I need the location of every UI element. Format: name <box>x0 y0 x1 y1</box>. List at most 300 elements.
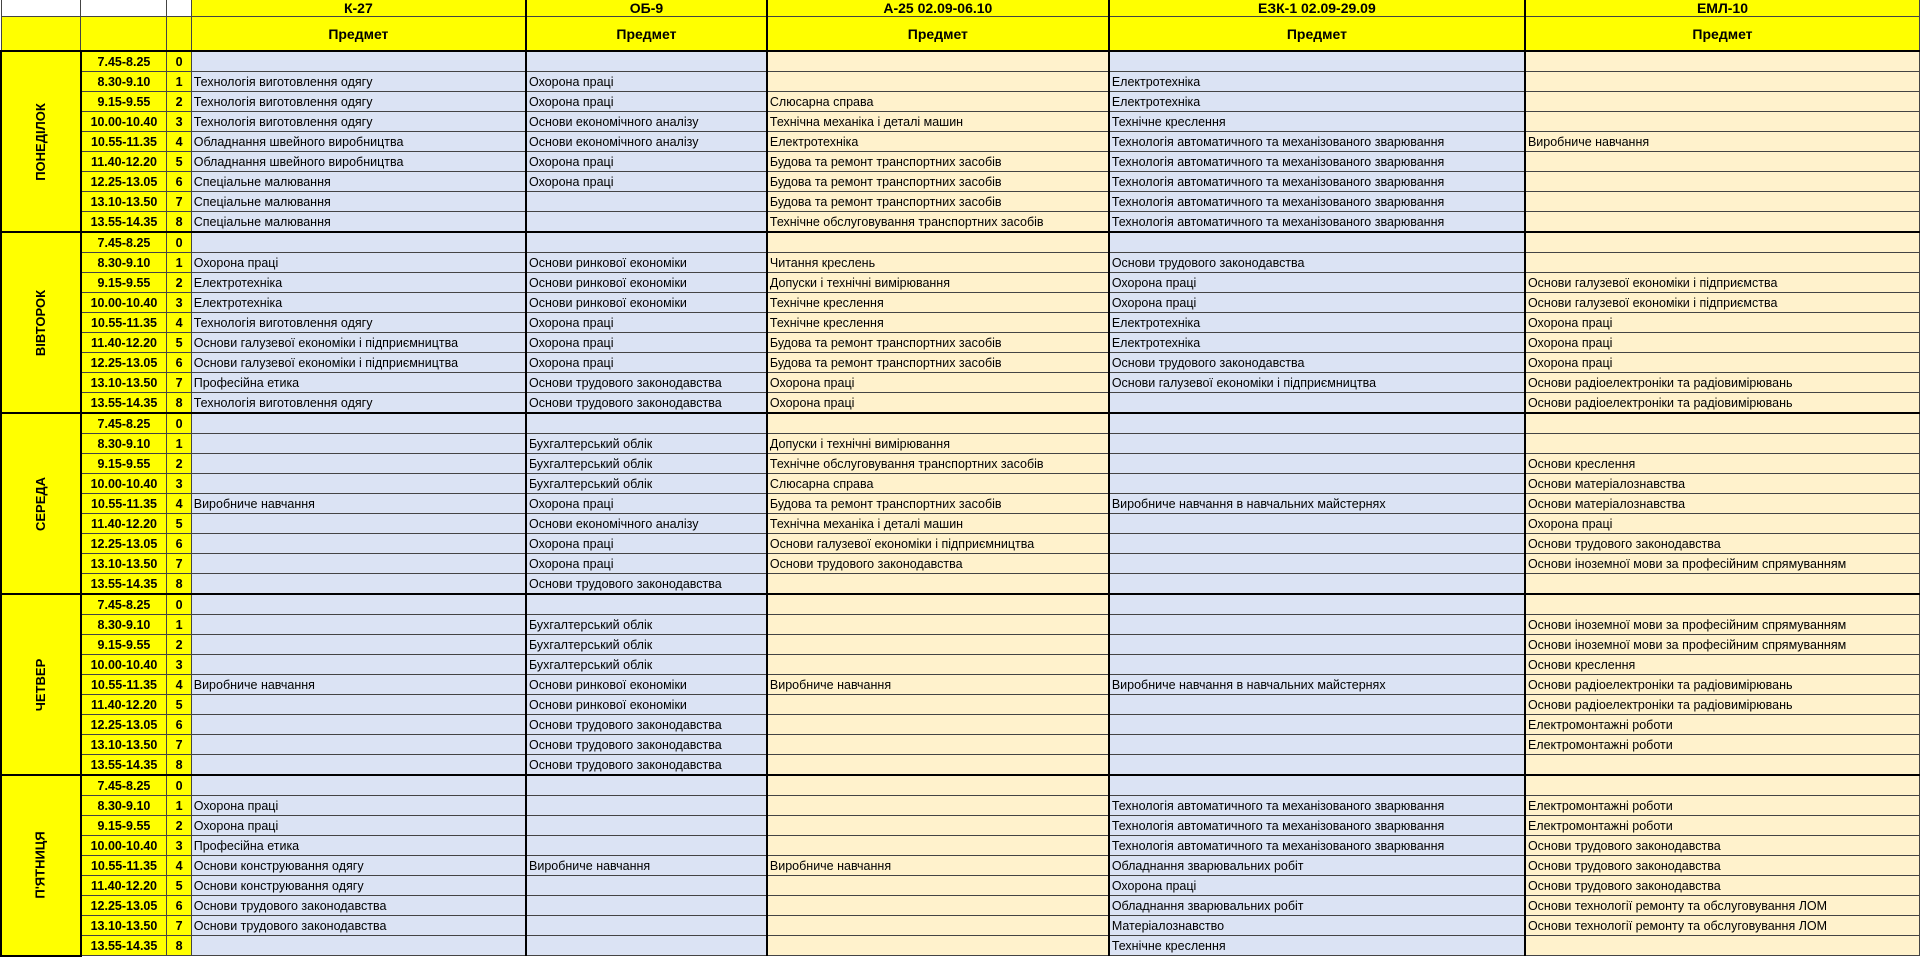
subject-cell: Бухгалтерський облік <box>526 655 767 675</box>
period-number: 6 <box>167 534 191 554</box>
subject-cell <box>191 655 526 675</box>
subject-cell: Основи галузевої економіки і підприємства <box>1525 293 1920 313</box>
table-row <box>1 876 1920 896</box>
period-time: 11.40-12.20 <box>81 695 167 715</box>
table-row <box>1 253 1920 273</box>
period-number: 5 <box>167 514 191 534</box>
subject-cell <box>767 574 1109 595</box>
subject-cell: Електротехніка <box>1109 313 1525 333</box>
subject-cell: Основи трудового законодавства <box>526 373 767 393</box>
subject-cell <box>1525 51 1920 72</box>
subject-cell: Електротехніка <box>1109 72 1525 92</box>
period-time: 10.00-10.40 <box>81 112 167 132</box>
table-row <box>1 333 1920 353</box>
subject-cell <box>1109 715 1525 735</box>
period-number: 0 <box>167 775 191 796</box>
subject-cell: Обладнання швейного виробництва <box>191 132 526 152</box>
subject-cell <box>526 192 767 212</box>
subject-cell: Виробниче навчання <box>767 675 1109 695</box>
period-number: 1 <box>167 796 191 816</box>
period-number: 8 <box>167 393 191 414</box>
subject-cell: Основи трудового законодавства <box>1525 856 1920 876</box>
period-number: 0 <box>167 413 191 434</box>
subject-cell: Спеціальне малювання <box>191 212 526 233</box>
table-row <box>1 534 1920 554</box>
subject-cell: Технологія автоматичного та механізованого зварювання <box>1109 132 1525 152</box>
subject-header: Предмет <box>191 17 526 52</box>
subject-cell <box>1109 454 1525 474</box>
subject-cell <box>1109 413 1525 434</box>
subject-cell: Основи трудового законодавства <box>526 393 767 414</box>
subject-cell: Основи трудового законодавства <box>526 574 767 595</box>
table-row <box>1 353 1920 373</box>
period-time: 13.10-13.50 <box>81 916 167 936</box>
group-header: ЕМЛ-10 <box>1525 0 1920 17</box>
period-number: 1 <box>167 615 191 635</box>
table-row <box>1 494 1920 514</box>
table-row <box>1 192 1920 212</box>
group-header: А-25 02.09-06.10 <box>767 0 1109 17</box>
period-number: 2 <box>167 816 191 836</box>
subject-cell: Слюсарна справа <box>767 474 1109 494</box>
subject-cell: Основи матеріалознавства <box>1525 474 1920 494</box>
subject-cell: Основи галузевої економіки і підприємництва <box>767 534 1109 554</box>
subject-cell <box>1525 594 1920 615</box>
group-header: К-27 <box>191 0 526 17</box>
table-row <box>1 293 1920 313</box>
subject-cell: Охорона праці <box>526 92 767 112</box>
period-number: 7 <box>167 735 191 755</box>
subject-cell <box>1525 232 1920 253</box>
period-time: 12.25-13.05 <box>81 353 167 373</box>
period-time: 10.00-10.40 <box>81 293 167 313</box>
subject-cell <box>767 836 1109 856</box>
day-label <box>1 232 81 413</box>
period-time: 13.10-13.50 <box>81 192 167 212</box>
subject-cell: Основи трудового законодавства <box>1525 534 1920 554</box>
subject-cell: Основи економічного аналізу <box>526 132 767 152</box>
subject-cell <box>526 816 767 836</box>
subject-cell <box>767 72 1109 92</box>
subject-cell <box>1109 735 1525 755</box>
subject-cell <box>526 796 767 816</box>
table-row <box>1 72 1920 92</box>
subject-cell <box>767 413 1109 434</box>
subject-cell <box>191 554 526 574</box>
subject-cell <box>767 594 1109 615</box>
group-header: ЕЗК-1 02.09-29.09 <box>1109 0 1525 17</box>
subject-cell: Читання креслень <box>767 253 1109 273</box>
subject-cell: Електромонтажні роботи <box>1525 735 1920 755</box>
subject-cell <box>1525 413 1920 434</box>
subject-cell <box>767 655 1109 675</box>
subject-cell <box>1109 554 1525 574</box>
subject-cell: Бухгалтерський облік <box>526 635 767 655</box>
period-time: 10.55-11.35 <box>81 675 167 695</box>
subject-cell: Охорона праці <box>526 313 767 333</box>
subject-cell <box>191 474 526 494</box>
day-label <box>1 775 81 956</box>
subject-cell: Охорона праці <box>1525 313 1920 333</box>
table-row <box>1 112 1920 132</box>
subject-cell <box>1109 534 1525 554</box>
subject-cell <box>1109 695 1525 715</box>
day-name: ВІВТОРОК <box>32 289 48 356</box>
subject-cell: Технічне креслення <box>767 293 1109 313</box>
subject-cell: Основи трудового законодавства <box>526 735 767 755</box>
corner-cell <box>167 0 191 17</box>
period-time: 13.55-14.35 <box>81 755 167 776</box>
period-number: 2 <box>167 273 191 293</box>
subject-cell: Спеціальне малювання <box>191 172 526 192</box>
period-time: 7.45-8.25 <box>81 51 167 72</box>
subject-cell <box>526 775 767 796</box>
subject-cell <box>767 755 1109 776</box>
subject-cell <box>191 454 526 474</box>
subject-cell <box>1525 92 1920 112</box>
subject-cell: Основи креслення <box>1525 655 1920 675</box>
subject-cell <box>526 413 767 434</box>
subject-cell <box>526 232 767 253</box>
subject-cell: Основи конструювання одягу <box>191 876 526 896</box>
subject-cell: Основи галузевої економіки і підприємства <box>1525 273 1920 293</box>
table-row <box>1 796 1920 816</box>
table-row <box>1 735 1920 755</box>
subject-cell <box>1109 755 1525 776</box>
subject-cell: Основи іноземної мови за професійним спрямуванням <box>1525 615 1920 635</box>
period-number: 7 <box>167 554 191 574</box>
period-number: 5 <box>167 876 191 896</box>
period-time: 10.55-11.35 <box>81 132 167 152</box>
subject-cell: Технічна механіка і деталі машин <box>767 112 1109 132</box>
subject-cell: Охорона праці <box>191 816 526 836</box>
period-number: 3 <box>167 655 191 675</box>
subject-cell: Основи трудового законодавства <box>1109 253 1525 273</box>
subject-cell: Охорона праці <box>1109 876 1525 896</box>
subject-cell <box>767 715 1109 735</box>
period-time: 9.15-9.55 <box>81 635 167 655</box>
subject-cell: Електромонтажні роботи <box>1525 816 1920 836</box>
subject-cell: Основи креслення <box>1525 454 1920 474</box>
subject-cell: Охорона праці <box>526 554 767 574</box>
period-number: 0 <box>167 594 191 615</box>
subject-cell: Охорона праці <box>1525 333 1920 353</box>
subject-cell: Технічне креслення <box>767 313 1109 333</box>
subject-cell: Охорона праці <box>526 353 767 373</box>
period-time: 11.40-12.20 <box>81 514 167 534</box>
period-time: 10.00-10.40 <box>81 836 167 856</box>
subject-cell <box>191 574 526 595</box>
subject-cell: Технологія виготовлення одягу <box>191 92 526 112</box>
day-label <box>1 51 81 232</box>
table-row <box>1 434 1920 454</box>
period-time: 10.55-11.35 <box>81 494 167 514</box>
period-time: 7.45-8.25 <box>81 775 167 796</box>
table-row <box>1 273 1920 293</box>
period-number: 5 <box>167 333 191 353</box>
subject-cell <box>191 534 526 554</box>
period-number: 3 <box>167 474 191 494</box>
subject-cell <box>1109 594 1525 615</box>
subject-cell: Електротехніка <box>1109 333 1525 353</box>
subject-cell <box>526 896 767 916</box>
subject-cell <box>1525 755 1920 776</box>
subject-cell <box>767 615 1109 635</box>
subject-cell: Технологія виготовлення одягу <box>191 393 526 414</box>
day-name: П'ЯТНИЦЯ <box>32 831 48 899</box>
table-row <box>1 816 1920 836</box>
subject-cell <box>191 755 526 776</box>
subject-cell <box>767 896 1109 916</box>
subject-cell <box>1109 574 1525 595</box>
corner-cell <box>167 17 191 52</box>
subject-cell: Основи ринкової економіки <box>526 253 767 273</box>
subject-cell: Технологія автоматичного та механізованого зварювання <box>1109 836 1525 856</box>
subject-cell: Будова та ремонт транспортних засобів <box>767 494 1109 514</box>
subject-cell: Основи трудового законодавства <box>1525 836 1920 856</box>
subject-cell: Виробниче навчання <box>191 494 526 514</box>
period-number: 8 <box>167 574 191 595</box>
period-number: 1 <box>167 72 191 92</box>
subject-cell: Електромонтажні роботи <box>1525 715 1920 735</box>
subject-cell: Технологія виготовлення одягу <box>191 112 526 132</box>
subject-cell: Виробниче навчання <box>767 856 1109 876</box>
subject-cell: Основи економічного аналізу <box>526 112 767 132</box>
period-number: 0 <box>167 51 191 72</box>
table-row <box>1 514 1920 534</box>
subject-cell <box>1525 212 1920 233</box>
subject-cell: Основи конструювання одягу <box>191 856 526 876</box>
subject-cell <box>1109 635 1525 655</box>
table-row <box>1 393 1920 414</box>
subject-cell <box>767 695 1109 715</box>
period-number: 1 <box>167 434 191 454</box>
subject-header: Предмет <box>767 17 1109 52</box>
period-time: 8.30-9.10 <box>81 253 167 273</box>
subject-cell <box>1109 434 1525 454</box>
subject-header: Предмет <box>1109 17 1525 52</box>
subject-cell <box>526 916 767 936</box>
subject-cell: Основи іноземної мови за професійним спрямуванням <box>1525 635 1920 655</box>
period-number: 5 <box>167 695 191 715</box>
period-time: 13.55-14.35 <box>81 936 167 956</box>
corner-cell <box>1 17 81 52</box>
subject-cell: Бухгалтерський облік <box>526 434 767 454</box>
subject-cell <box>191 635 526 655</box>
period-time: 7.45-8.25 <box>81 594 167 615</box>
table-row <box>1 172 1920 192</box>
subject-cell <box>767 635 1109 655</box>
subject-cell: Охорона праці <box>1525 514 1920 534</box>
subject-cell: Технологія автоматичного та механізованого зварювання <box>1109 212 1525 233</box>
period-time: 13.10-13.50 <box>81 373 167 393</box>
period-time: 11.40-12.20 <box>81 876 167 896</box>
period-time: 12.25-13.05 <box>81 172 167 192</box>
period-number: 6 <box>167 172 191 192</box>
subject-cell: Технологія автоматичного та механізованого зварювання <box>1109 796 1525 816</box>
subject-cell: Основи іноземної мови за професійним спрямуванням <box>1525 554 1920 574</box>
subject-cell: Основи трудового законодавства <box>526 755 767 776</box>
period-number: 4 <box>167 313 191 333</box>
subject-cell: Технологія автоматичного та механізованого зварювання <box>1109 816 1525 836</box>
subject-cell <box>191 735 526 755</box>
subject-cell <box>1109 615 1525 635</box>
table-row <box>1 695 1920 715</box>
period-time: 10.55-11.35 <box>81 313 167 333</box>
subject-cell: Основи трудового законодавства <box>767 554 1109 574</box>
subject-cell <box>191 413 526 434</box>
subject-cell: Електромонтажні роботи <box>1525 796 1920 816</box>
period-number: 2 <box>167 454 191 474</box>
period-time: 13.55-14.35 <box>81 212 167 233</box>
period-number: 7 <box>167 373 191 393</box>
period-number: 3 <box>167 293 191 313</box>
day-label <box>1 594 81 775</box>
subject-cell: Слюсарна справа <box>767 92 1109 112</box>
period-time: 12.25-13.05 <box>81 715 167 735</box>
subject-cell <box>191 514 526 534</box>
period-time: 13.55-14.35 <box>81 574 167 595</box>
period-time: 12.25-13.05 <box>81 534 167 554</box>
subject-cell <box>767 232 1109 253</box>
subject-cell <box>1109 51 1525 72</box>
subject-cell <box>191 715 526 735</box>
subject-cell <box>191 232 526 253</box>
period-number: 7 <box>167 192 191 212</box>
subject-cell: Охорона праці <box>526 72 767 92</box>
subject-cell: Бухгалтерський облік <box>526 454 767 474</box>
subject-cell <box>191 695 526 715</box>
subject-cell: Технологія автоматичного та механізованого зварювання <box>1109 172 1525 192</box>
subject-cell: Основи трудового законодавства <box>191 916 526 936</box>
period-number: 8 <box>167 212 191 233</box>
subject-cell <box>1525 152 1920 172</box>
subject-cell: Охорона праці <box>1109 273 1525 293</box>
subject-cell: Бухгалтерський облік <box>526 474 767 494</box>
table-row <box>1 615 1920 635</box>
subject-cell <box>767 916 1109 936</box>
subject-cell: Обладнання зварювальних робіт <box>1109 856 1525 876</box>
subject-cell <box>1525 775 1920 796</box>
table-row <box>1 232 1920 253</box>
subject-cell: Технологія виготовлення одягу <box>191 313 526 333</box>
period-time: 13.10-13.50 <box>81 554 167 574</box>
subject-cell: Технічне обслуговування транспортних засобів <box>767 212 1109 233</box>
subject-cell <box>191 775 526 796</box>
day-name: ПОНЕДІЛОК <box>32 102 48 181</box>
subject-cell: Основи галузевої економіки і підприємництва <box>1109 373 1525 393</box>
subject-cell <box>526 212 767 233</box>
subject-cell: Допуски і технічні вимірювання <box>767 273 1109 293</box>
period-number: 3 <box>167 836 191 856</box>
subject-cell <box>1525 172 1920 192</box>
subject-cell <box>1109 474 1525 494</box>
subject-cell: Бухгалтерський облік <box>526 615 767 635</box>
table-row <box>1 755 1920 776</box>
period-number: 4 <box>167 856 191 876</box>
subject-cell: Основи радіоелектроніки та радіовимірювань <box>1525 373 1920 393</box>
subject-cell: Будова та ремонт транспортних засобів <box>767 152 1109 172</box>
subject-cell <box>191 615 526 635</box>
subject-header: Предмет <box>526 17 767 52</box>
subject-cell: Охорона праці <box>526 534 767 554</box>
period-time: 8.30-9.10 <box>81 796 167 816</box>
subject-cell: Матеріалознавство <box>1109 916 1525 936</box>
subject-cell: Електротехніка <box>191 293 526 313</box>
subject-cell: Охорона праці <box>526 494 767 514</box>
subject-cell: Охорона праці <box>767 373 1109 393</box>
subject-cell: Технологія виготовлення одягу <box>191 72 526 92</box>
subject-cell <box>767 936 1109 956</box>
subject-cell: Охорона праці <box>526 172 767 192</box>
subject-cell: Охорона праці <box>526 333 767 353</box>
period-time: 10.00-10.40 <box>81 474 167 494</box>
table-row <box>1 896 1920 916</box>
corner-cell <box>81 0 167 17</box>
period-number: 2 <box>167 92 191 112</box>
subject-cell: Основи ринкової економіки <box>526 695 767 715</box>
table-row <box>1 454 1920 474</box>
header-row-top <box>1 0 1920 17</box>
subject-cell <box>1109 775 1525 796</box>
subject-cell: Основи економічного аналізу <box>526 514 767 534</box>
table-row <box>1 594 1920 615</box>
subject-cell: Виробниче навчання в навчальних майстернях <box>1109 675 1525 695</box>
table-row <box>1 836 1920 856</box>
subject-cell: Будова та ремонт транспортних засобів <box>767 172 1109 192</box>
subject-cell: Охорона праці <box>1525 353 1920 373</box>
subject-cell <box>526 836 767 856</box>
period-time: 12.25-13.05 <box>81 896 167 916</box>
subject-cell <box>191 594 526 615</box>
subject-cell <box>1525 434 1920 454</box>
subject-cell: Охорона праці <box>526 152 767 172</box>
subject-cell: Виробниче навчання <box>526 856 767 876</box>
subject-cell <box>526 936 767 956</box>
table-row <box>1 856 1920 876</box>
subject-cell <box>1525 574 1920 595</box>
table-row <box>1 413 1920 434</box>
subject-cell <box>526 51 767 72</box>
subject-cell: Основи радіоелектроніки та радіовимірювань <box>1525 695 1920 715</box>
subject-cell: Основи радіоелектроніки та радіовимірювань <box>1525 675 1920 695</box>
subject-cell: Основи трудового законодавства <box>1525 876 1920 896</box>
subject-cell <box>1109 655 1525 675</box>
subject-cell: Спеціальне малювання <box>191 192 526 212</box>
table-row <box>1 574 1920 595</box>
subject-cell <box>767 51 1109 72</box>
period-number: 4 <box>167 132 191 152</box>
period-time: 9.15-9.55 <box>81 816 167 836</box>
subject-cell: Обладнання швейного виробництва <box>191 152 526 172</box>
subject-cell <box>767 796 1109 816</box>
subject-cell: Електротехніка <box>191 273 526 293</box>
day-name: ЧЕТВЕР <box>32 658 48 711</box>
table-row <box>1 936 1920 956</box>
group-header: ОБ-9 <box>526 0 767 17</box>
period-time: 9.15-9.55 <box>81 454 167 474</box>
subject-cell: Основи радіоелектроніки та радіовимірювань <box>1525 393 1920 414</box>
subject-cell <box>767 735 1109 755</box>
subject-cell: Охорона праці <box>767 393 1109 414</box>
period-time: 7.45-8.25 <box>81 232 167 253</box>
subject-cell <box>191 51 526 72</box>
period-time: 8.30-9.10 <box>81 615 167 635</box>
subject-cell <box>1525 112 1920 132</box>
subject-cell: Основи галузевої економіки і підприємництва <box>191 353 526 373</box>
subject-cell <box>526 594 767 615</box>
subject-cell <box>767 775 1109 796</box>
